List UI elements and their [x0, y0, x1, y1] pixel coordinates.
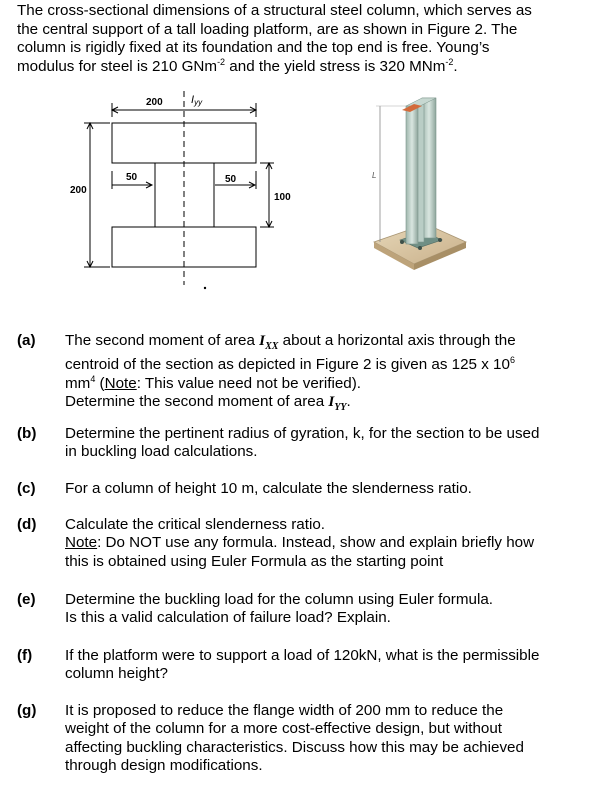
- question-e-label: (e): [17, 591, 36, 608]
- right-web-dim-label: 50: [225, 174, 237, 185]
- intro-line-4-c: .: [453, 57, 458, 75]
- intro-paragraph: [17, 2, 602, 76]
- intro-line-1: The cross-sectional dimensions of a structural steel column, which serves as: [17, 2, 532, 19]
- ixx-symbol: $I_{XX}$: [259, 332, 279, 353]
- intro-line-4-b: and the yield stress is 320 MNm: [225, 57, 446, 75]
- column-height-label: L: [372, 171, 377, 180]
- question-d-label: (d): [17, 516, 37, 533]
- web-height-dim-label: 100: [274, 192, 291, 203]
- intro-line-3: column is rigidly fixed at its foundation and the top end is free. Young’s: [17, 39, 490, 57]
- column-illustration: [362, 92, 472, 272]
- intro-line-4: [17, 58, 602, 77]
- question-b-label: (b): [17, 425, 37, 442]
- intro-sup-2: -2: [445, 56, 454, 67]
- left-web-dim-label: 50: [126, 172, 138, 183]
- cross-section-figure: [60, 85, 300, 300]
- question-a-body: The second moment of area $I_{XX}$ about a horizontal axis through the centroid of the section as depicted in Figure 2 is given as 125 x $10^6$ $mm^4$ (Note: This value need not be verified). Determine the second moment of area $I_{YY}$.: [65, 332, 516, 413]
- axis-label-iyy: Iyy: [191, 94, 203, 107]
- top-dim-label: 200: [146, 97, 163, 108]
- iyy-symbol: $I_{YY}$: [328, 392, 347, 413]
- question-c-label: (c): [17, 480, 36, 497]
- question-g-label: (g): [17, 702, 37, 719]
- question-a-label: (a): [17, 332, 36, 349]
- intro-line-2: the central support of a tall loading platform, are as shown in Figure 2. The: [17, 20, 518, 38]
- left-height-dim-label: 200: [70, 185, 87, 196]
- question-f-label: (f): [17, 647, 33, 664]
- intro-sup-1: -2: [217, 56, 226, 67]
- column-flange-front: [406, 106, 418, 244]
- intro-line-4-a: modulus for steel is 210 GNm: [17, 57, 218, 75]
